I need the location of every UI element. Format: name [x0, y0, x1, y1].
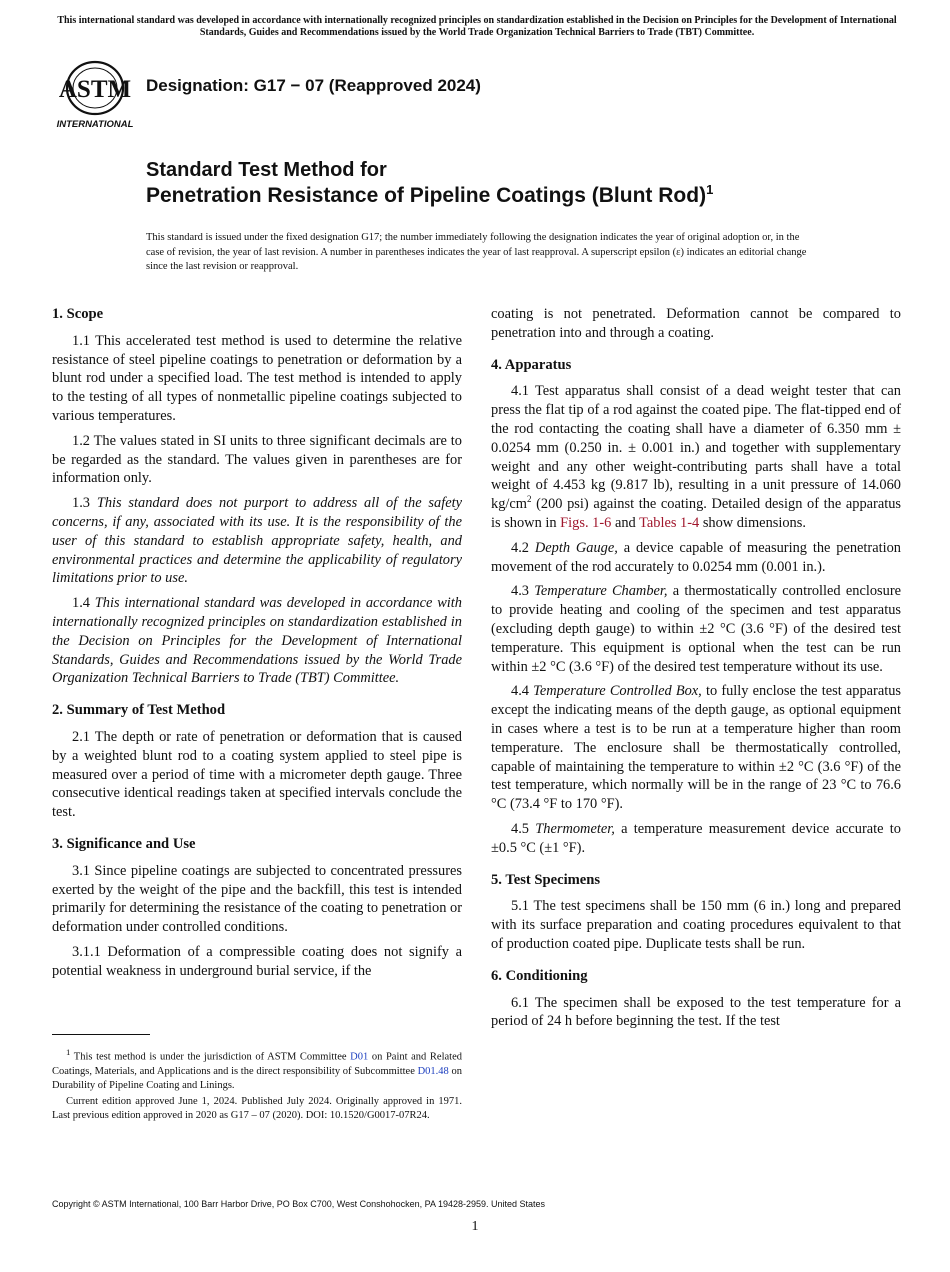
issue-note: This standard is issued under the fixed designation G17; the number immediately following the designation indicates the year of original adoption or, in the case of revision, the year of last revision. A number in parentheses indicates the year of last reapproval. A superscript epsilon (ε) indicates an editorial change since the last revision or reapproval.: [146, 232, 807, 272]
title-line-2: [146, 182, 713, 208]
right-column: [491, 305, 901, 1037]
svg-text:INTERNATIONAL: INTERNATIONAL: [56, 119, 134, 130]
para-3-1-1: 3.1.1 Deformation of a compressible coating does not signify a potential weakness in underground burial service, if the: [52, 943, 462, 979]
title-line-1: Standard Test Method for: [146, 159, 387, 181]
heading-apparatus: 4. Apparatus: [491, 356, 572, 373]
subcommittee-link[interactable]: D01.48: [417, 1065, 449, 1077]
left-column: [52, 305, 462, 987]
astm-logo: [54, 58, 136, 130]
para-4-2: 4.2 Depth Gauge, a device capable of measuring the penetration movement of the rod accurately to 0.0254 mm (0.001 in.).: [491, 539, 901, 575]
figs-link[interactable]: Figs. 1-6: [560, 514, 612, 531]
footnote-edition: Current edition approved June 1, 2024. Published July 2024. Originally approved in 1971. Last previous edition approved in 2020 as G17 – 07 (2020). DOI: 10.1520/G0017-07R24.: [52, 1095, 462, 1122]
heading-conditioning: 6. Conditioning: [491, 967, 588, 984]
title-footnote-mark[interactable]: 1: [706, 182, 714, 197]
para-6-1: 6.1 The specimen shall be exposed to the test temperature for a period of 24 h before beginning the test. If the test: [491, 994, 901, 1030]
heading-test-specimens: 5. Test Specimens: [491, 871, 601, 888]
page-number: 1: [471, 1219, 479, 1234]
standards-notice: This international standard was developed in accordance with internationally recognized principles on standardization established in the Decision on Principles for the Development of International Standards, Guides and Recommendations issued by the World Trade Organization Technical Barriers to Trade (TBT) Committee.: [57, 15, 897, 38]
footnote-divider: [52, 1034, 150, 1035]
designation: Designation: G17 − 07 (Reapproved 2024): [146, 76, 481, 95]
para-3-1: 3.1 Since pipeline coatings are subjected to concentrated pressures exerted by the weight of the pipe and the backfill, this test is intended primarily for determining the resistance of the coating to penetration or deformation under controlled conditions.: [52, 862, 462, 936]
para-1-2: 1.2 The values stated in SI units to three significant decimals are to be regarded as the standard. The values given in parentheses are for information only.: [52, 432, 462, 487]
heading-significance: 3. Significance and Use: [52, 835, 196, 852]
para-2-1: 2.1 The depth or rate of penetration or deformation that is caused by a weighted blunt rod to a coating system applied to steel pipe is measured over a period of time with a micrometer depth gauge. Three consecutive identical readings taken at specified intervals conclude the test.: [52, 728, 462, 821]
committee-link[interactable]: D01: [350, 1051, 369, 1063]
footnote-1: $^1$ This test method is under the jurisdiction of ASTM Committee D01 on Paint and Related Coatings, Materials, and Applications and is the direct responsibility of Subcommittee D01.48 on Durability of Pipeline Coating and Linings.: [52, 1047, 462, 1092]
para-1-1: 1.1 This accelerated test method is used to determine the relative resistance of steel pipeline coatings to penetration or deformation by a blunt rod under a specified load. The test method is intended to apply to the testing of all types of nonmetallic pipeline coatings subjected to various temperatures.: [52, 332, 462, 424]
title-text: Penetration Resistance of Pipeline Coatings (Blunt Rod): [146, 184, 707, 207]
para-4-5: 4.5 Thermometer, a temperature measurement device accurate to ±0.5 °C (±1 °F).: [491, 820, 901, 856]
para-5-1: 5.1 The test specimens shall be 150 mm (6 in.) long and prepared with its surface preparation and coating procedures equivalent to that of production coated pipe. Duplicate tests shall be run.: [491, 898, 901, 952]
svg-text:ASTM: ASTM: [58, 76, 132, 103]
heading-scope: 1. Scope: [52, 306, 104, 322]
copyright: Copyright © ASTM International, 100 Barr Harbor Drive, PO Box C700, West Conshohocken, PA 19428-2959. United States: [52, 1199, 546, 1209]
para-4-4: 4.4 Temperature Controlled Box, to fully enclose the test apparatus except the indicating means of the depth gauge, as optional equipment in cases where a test is to be run at a temperature higher than room temperature. The enclosure shall be thermostatically controlled, capable of maintaining the temperature to within ±2 °C (3.6 °F) of the test temperature, which normally will be in the range of 23 °C to 76.6 °C (73.4 °F to 170 °F).: [491, 683, 902, 813]
para-1-4: 1.4 This international standard was developed in accordance with internationally recognized principles on standardization established in the Decision on Principles for the Development of International Standards, Guides and Recommendations issued by the World Trade Organization Technical Barriers to Trade (TBT) Committee.: [52, 595, 462, 687]
para-1-3: 1.3 This standard does not purport to address all of the safety concerns, if any, associated with its use. It is the responsibility of the user of this standard to establish appropriate safety, health, and environmental practices and determine the applicability of regulatory limitations prior to use.: [52, 495, 462, 587]
tables-link[interactable]: Tables 1-4: [639, 514, 700, 531]
para-4-1: 4.1 Test apparatus shall consist of a dead weight tester that can press the flat tip of a rod against the coated pipe. The flat-tipped end of the rod contacting the coating shall have a diameter of 6.350 mm ± 0.0254 mm (0.250 in. ± 0.001 in.) and together with supplementary weight and any other weight-contributing parts shall have a total weight of 4.453 kg (9.817 lb), resulting in a unit pressure of 14.060 $kg/cm^2$ (200 psi) against the coating. Detailed design of the apparatus is shown in Figs. 1-6 and Tables 1-4 show dimensions.: [491, 383, 901, 531]
para-4-3: 4.3 Temperature Chamber, a thermostatically controlled enclosure to provide heating and cooling of the specimen and test apparatus (excluding depth gauge) to within ±2 °C (3.6 °F) of the desired test temperature. This equipment is optional when the test can be run within ±2 °C (3.6 °F) of the desired test temperature without its use.: [491, 583, 901, 675]
heading-summary: 2. Summary of Test Method: [52, 702, 226, 719]
para-3-1-1-continued: coating is not penetrated. Deformation cannot be compared to penetration into and through a coating.: [491, 306, 901, 341]
footnotes: [52, 1045, 462, 1125]
